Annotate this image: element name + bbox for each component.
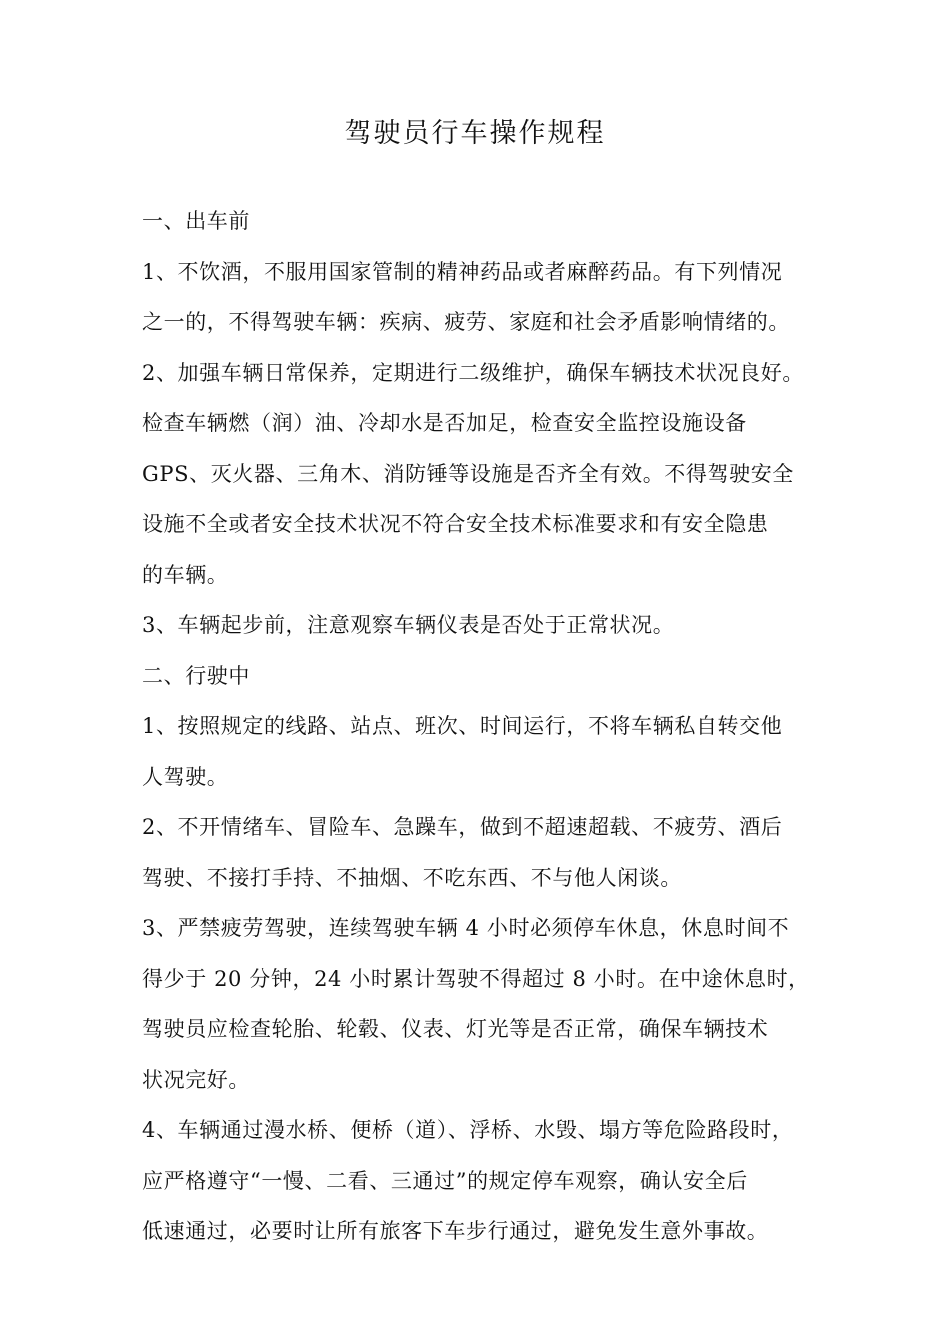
- paragraph-line: 状况完好。: [142, 1067, 250, 1092]
- paragraph-line: 1、按照规定的线路、站点、班次、时间运行，不将车辆私自转交他: [142, 714, 783, 738]
- paragraph-line: 1、不饮酒，不服用国家管制的精神药品或者麻醉药品。有下列情况: [142, 259, 783, 284]
- paragraph-line: 得少于 20 分钟，24 小时累计驾驶不得超过 8 小时。在中途休息时，: [142, 966, 810, 991]
- section-heading-while-driving: 二、行驶中: [142, 663, 250, 688]
- paragraph-line: 驾驶员应检查轮胎、轮毂、仪表、灯光等是否正常，确保车辆技术: [142, 1017, 769, 1041]
- paragraph-line: 3、严禁疲劳驾驶，连续驾驶车辆 4 小时必须停车休息，休息时间不: [142, 916, 790, 940]
- paragraph-line: 低速通过，必要时让所有旅客下车步行通过，避免发生意外事故。: [142, 1219, 769, 1243]
- paragraph-line: 2、加强车辆日常保养，定期进行二级维护，确保车辆技术状况良好。: [142, 360, 804, 385]
- paragraph-line: 人驾驶。: [142, 764, 229, 789]
- paragraph-line: 之一的，不得驾驶车辆：疾病、疲劳、家庭和社会矛盾影响情绪的。: [142, 310, 790, 334]
- paragraph-line: 驾驶、不接打手持、不抽烟、不吃东西、不与他人闲谈。: [142, 865, 682, 890]
- paragraph-line: 的车辆。: [142, 562, 229, 587]
- document-title: 驾驶员行车操作规程: [344, 118, 606, 149]
- paragraph-line: 4、车辆通过漫水桥、便桥（道）、浮桥、水毁、塌方等危险路段时，: [142, 1118, 794, 1142]
- paragraph-line: 3、车辆起步前，注意观察车辆仪表是否处于正常状况。: [142, 613, 675, 637]
- paragraph-line: 2、不开情绪车、冒险车、急躁车，做到不超速超载、不疲劳、酒后: [142, 815, 783, 839]
- document-body: [142, 196, 832, 1257]
- paragraph-line: 设施不全或者安全技术状况不符合安全技术标准要求和有安全隐患: [142, 512, 769, 536]
- paragraph-line: GPS、灭火器、三角木、消防锤等设施是否齐全有效。不得驾驶安全: [142, 461, 794, 486]
- paragraph-line: 应严格遵守“一慢、二看、三通过”的规定停车观察，确认安全后: [142, 1168, 748, 1193]
- paragraph-line: 检查车辆燃（润）油、冷却水是否加足，检查安全监控设施设备: [142, 411, 747, 435]
- section-heading-before-departure: 一、出车前: [142, 209, 250, 233]
